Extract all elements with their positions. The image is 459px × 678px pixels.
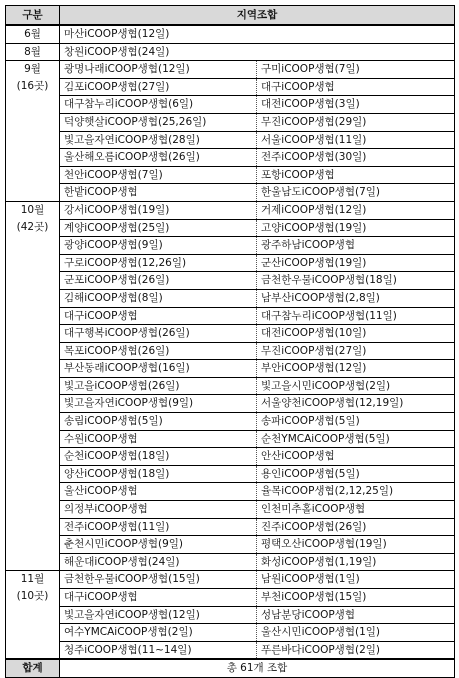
coop-cell-right: 부천iCOOP생협(15일) — [257, 589, 455, 607]
month-cell — [6, 201, 60, 570]
coop-cell-left: 빛고을iCOOP생협(26일) — [60, 377, 257, 395]
coop-cell-right: 성남분당iCOOP생협 — [257, 606, 455, 624]
table-row — [6, 536, 455, 554]
coop-cell-right: 용인iCOOP생협(5일) — [257, 465, 455, 483]
header-category: 구분 — [6, 6, 60, 26]
coop-cell: 마산iCOOP생협(12일) — [60, 25, 455, 43]
table-row — [6, 377, 455, 395]
table-row — [6, 342, 455, 360]
coop-cell-left: 부산동래iCOOP생협(16일) — [60, 360, 257, 378]
coop-cell-right: 서울iCOOP생협(11일) — [257, 131, 455, 149]
coop-cell-left: 빛고을자연iCOOP생협(9일) — [60, 395, 257, 413]
table-row — [6, 448, 455, 466]
table-row — [6, 131, 455, 149]
coop-cell-left: 양산iCOOP생협(18일) — [60, 465, 257, 483]
schedule-table — [5, 5, 455, 678]
coop-cell-left: 군포iCOOP생협(26일) — [60, 272, 257, 290]
table-row — [6, 96, 455, 114]
table-row — [6, 553, 455, 571]
coop-cell-left: 대구iCOOP생협 — [60, 307, 257, 325]
table-row — [6, 430, 455, 448]
coop-cell-left: 강서iCOOP생협(19일) — [60, 201, 257, 219]
coop-cell-right: 평택오산iCOOP생협(19일) — [257, 536, 455, 554]
coop-cell-right: 금천한우물iCOOP생협(18일) — [257, 272, 455, 290]
table-row — [6, 184, 455, 202]
coop-cell-right: 구미iCOOP생협(7일) — [257, 61, 455, 79]
month-cell — [6, 571, 60, 659]
table-row — [6, 43, 455, 61]
coop-cell: 창원iCOOP생협(24일) — [60, 43, 455, 61]
coop-cell-left: 전주iCOOP생협(11일) — [60, 518, 257, 536]
table-row — [6, 483, 455, 501]
coop-cell-left: 계양iCOOP생협(25일) — [60, 219, 257, 237]
coop-cell-right: 순천YMCAiCOOP생협(5일) — [257, 430, 455, 448]
coop-cell-left: 수원iCOOP생협 — [60, 430, 257, 448]
coop-cell-left: 해운대iCOOP생협(24일) — [60, 553, 257, 571]
header-regional-coop: 지역조합 — [60, 6, 455, 26]
month-cell — [6, 43, 60, 61]
table-row — [6, 360, 455, 378]
coop-cell-left: 김해iCOOP생협(8일) — [60, 289, 257, 307]
coop-cell-left: 광양iCOOP생협(9일) — [60, 237, 257, 255]
table-row — [6, 78, 455, 96]
table-row — [6, 307, 455, 325]
table-row — [6, 465, 455, 483]
coop-cell-left: 대구참누리iCOOP생협(6일) — [60, 96, 257, 114]
month-label: 9월 — [24, 63, 41, 76]
month-label: 6월 — [24, 28, 41, 40]
coop-cell-right: 서울양천iCOOP생협(12,19일) — [257, 395, 455, 413]
table-row — [6, 219, 455, 237]
coop-cell-left: 덕양햇살iCOOP생협(25,26일) — [60, 113, 257, 131]
table-row — [6, 413, 455, 431]
table-row — [6, 518, 455, 536]
coop-cell-right: 대구iCOOP생협 — [257, 78, 455, 96]
coop-cell-left: 춘천시민iCOOP생협(9일) — [60, 536, 257, 554]
table-row — [6, 289, 455, 307]
coop-cell-right: 대구참누리iCOOP생협(11일) — [257, 307, 455, 325]
coop-cell-right: 포항iCOOP생협 — [257, 166, 455, 184]
coop-cell-right: 인천미추홀iCOOP생협 — [257, 501, 455, 519]
coop-cell-right: 진주iCOOP생협(26일) — [257, 518, 455, 536]
coop-cell-left: 대구iCOOP생협 — [60, 589, 257, 607]
coop-cell-right: 한울남도iCOOP생협(7일) — [257, 184, 455, 202]
table-body — [6, 25, 455, 659]
table-row — [6, 201, 455, 219]
month-label: 8월 — [24, 45, 41, 58]
total-row — [6, 659, 455, 677]
table-row — [6, 237, 455, 255]
coop-cell-left: 청주iCOOP생협(11~14일) — [60, 641, 257, 659]
month-cell — [6, 25, 60, 43]
coop-cell-right: 남원iCOOP생협(1일) — [257, 571, 455, 589]
coop-cell-left: 대구행복iCOOP생협(26일) — [60, 325, 257, 343]
coop-cell-left: 금천한우물iCOOP생협(15일) — [60, 571, 257, 589]
coop-cell-left: 순천iCOOP생협(18일) — [60, 448, 257, 466]
coop-cell-right: 화성iCOOP생협(1,19일) — [257, 553, 455, 571]
header-row — [6, 6, 455, 26]
table-row — [6, 571, 455, 589]
coop-cell-right: 율목iCOOP생협(2,12,25일) — [257, 483, 455, 501]
table-row — [6, 272, 455, 290]
coop-cell-right: 광주하남iCOOP생협 — [257, 237, 455, 255]
month-count: (16곳) — [16, 79, 49, 92]
coop-cell-left: 김포iCOOP생협(27일) — [60, 78, 257, 96]
table-row — [6, 25, 455, 43]
total-value: 총 61개 조합 — [60, 659, 455, 677]
coop-cell-left: 구로iCOOP생협(12,26일) — [60, 254, 257, 272]
table-row — [6, 254, 455, 272]
coop-cell-right: 대전iCOOP생협(10일) — [257, 325, 455, 343]
coop-cell-right: 거제iCOOP생협(12일) — [257, 201, 455, 219]
coop-cell-left: 울산iCOOP생협 — [60, 483, 257, 501]
coop-cell-right: 무진iCOOP생협(27일) — [257, 342, 455, 360]
coop-cell-right: 빛고을시민iCOOP생협(2일) — [257, 377, 455, 395]
coop-cell-right: 푸른바다iCOOP생협(2일) — [257, 641, 455, 659]
table-row — [6, 589, 455, 607]
coop-cell-left: 여수YMCAiCOOP생협(2일) — [60, 624, 257, 642]
coop-cell-left: 천안iCOOP생협(7일) — [60, 166, 257, 184]
table-row — [6, 61, 455, 79]
coop-cell-left: 의정부iCOOP생협 — [60, 501, 257, 519]
month-count: (42곳) — [16, 220, 49, 233]
coop-cell-right: 부안iCOOP생협(12일) — [257, 360, 455, 378]
coop-cell-right: 무진iCOOP생협(29일) — [257, 113, 455, 131]
coop-cell-right: 고양iCOOP생협(19일) — [257, 219, 455, 237]
month-count: (10곳) — [16, 590, 49, 602]
table-row — [6, 641, 455, 659]
coop-cell-left: 광명나래iCOOP생협(12일) — [60, 61, 257, 79]
total-label: 합계 — [6, 659, 60, 677]
coop-cell-right: 전주iCOOP생협(30일) — [257, 149, 455, 167]
coop-cell-left: 빛고을자연iCOOP생협(28일) — [60, 131, 257, 149]
coop-cell-right: 송파iCOOP생협(5일) — [257, 413, 455, 431]
coop-cell-right: 안산iCOOP생협 — [257, 448, 455, 466]
coop-cell-left: 울산해오름iCOOP생협(26일) — [60, 149, 257, 167]
month-label: 10월 — [20, 203, 45, 216]
coop-cell-left: 송림iCOOP생협(5일) — [60, 413, 257, 431]
coop-cell-right: 남부산iCOOP생협(2,8일) — [257, 289, 455, 307]
coop-cell-right: 군산iCOOP생협(19일) — [257, 254, 455, 272]
table-row — [6, 113, 455, 131]
table-row — [6, 501, 455, 519]
month-label: 11월 — [20, 573, 45, 586]
table-row — [6, 624, 455, 642]
coop-cell-right: 대전iCOOP생협(3일) — [257, 96, 455, 114]
coop-cell-right: 울산시민iCOOP생협(1일) — [257, 624, 455, 642]
table-row — [6, 149, 455, 167]
coop-cell-left: 목포iCOOP생협(26일) — [60, 342, 257, 360]
table-row — [6, 606, 455, 624]
month-cell — [6, 61, 60, 202]
table-row — [6, 395, 455, 413]
coop-cell-left: 한밭iCOOP생협 — [60, 184, 257, 202]
coop-cell-left: 빛고을자연iCOOP생협(12일) — [60, 606, 257, 624]
table-row — [6, 325, 455, 343]
table-row — [6, 166, 455, 184]
